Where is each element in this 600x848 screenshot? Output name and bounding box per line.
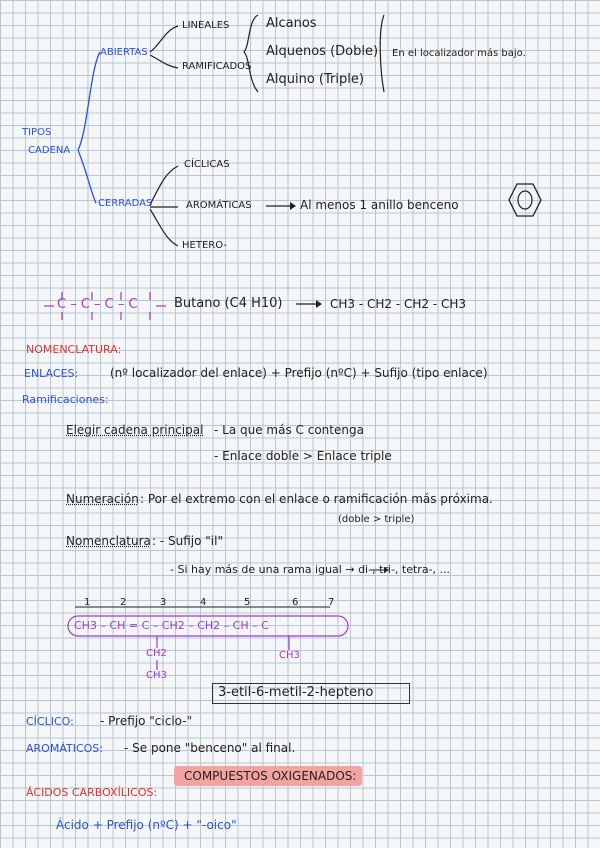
localizador-bracket xyxy=(380,15,384,92)
example-number-1: 1 xyxy=(84,597,91,608)
aromaticos-label: AROMÁTICOS: xyxy=(26,742,103,755)
example-branch-3: CH3 xyxy=(279,650,300,661)
cerradas-brace xyxy=(150,166,178,246)
ramificados-label: RAMIFICADOS xyxy=(182,61,252,72)
numeracion-text: : Por el extremo con el enlace o ramificación más próxima. xyxy=(140,492,493,506)
abiertas-brace xyxy=(150,26,178,68)
alquenos-label: Alquenos (Doble) xyxy=(266,44,379,59)
example-branch-2: CH3 xyxy=(146,670,167,681)
hydrocarbon-brace xyxy=(244,15,258,92)
cerradas-label: CERRADAS xyxy=(98,198,153,209)
alquino-label: Alquino (Triple) xyxy=(266,72,364,87)
nomenclatura-1: : - Sufijo "il" xyxy=(152,534,223,548)
numeracion-note: (doble > triple) xyxy=(338,514,415,525)
nomenclatura-heading: NOMENCLATURA: xyxy=(26,343,122,356)
example-number-3: 3 xyxy=(160,597,167,608)
numeracion-label: Numeración xyxy=(66,492,139,506)
nomenclatura-label: Nomenclatura xyxy=(66,534,151,548)
butano-chain: C – C – C – C xyxy=(57,297,138,312)
elegir-label: Elegir cadena principal xyxy=(66,423,204,437)
al-menos-label: Al menos 1 anillo benceno xyxy=(300,198,459,212)
ramificaciones-label: Ramificaciones: xyxy=(22,393,109,406)
example-chain: CH3 – CH = C – CH2 – CH2 – CH – C xyxy=(74,619,269,632)
enlaces-text: (nº localizador del enlace) + Prefijo (nºC) + Sufijo (tipo enlace) xyxy=(110,366,488,380)
example-number-4: 4 xyxy=(200,597,207,608)
lineales-label: LINEALES xyxy=(182,20,230,31)
butano-formula: CH3 - CH2 - CH2 - CH3 xyxy=(330,297,467,311)
example-number-7: 7 xyxy=(328,597,335,608)
enlaces-label: ENLACES: xyxy=(24,367,79,380)
benzene-icon xyxy=(509,184,541,216)
oxigenados-heading: COMPUESTOS OXIGENADOS: xyxy=(184,769,357,783)
aromaticas-label: AROMÁTICAS xyxy=(186,200,252,211)
elegir-1: - La que más C contenga xyxy=(214,423,364,437)
main-tree-brace xyxy=(78,52,100,203)
ciclicas-label: CÍCLICAS xyxy=(184,159,230,170)
acidos-label: ÁCIDOS CARBOXÍLICOS: xyxy=(26,786,158,799)
localizador-note: En el localizador más bajo. xyxy=(392,48,526,59)
hetero-label: HETERO- xyxy=(182,240,227,251)
tree-root: TIPOS xyxy=(22,127,52,138)
alcanos-label: Alcanos xyxy=(266,16,317,31)
example-number-2: 2 xyxy=(120,597,127,608)
abiertas-label: ABIERTAS xyxy=(100,47,148,58)
aromaticos-text: - Se pone "benceno" al final. xyxy=(124,741,296,755)
example-branch-1: CH2 xyxy=(146,648,167,659)
example-number-5: 5 xyxy=(244,597,251,608)
elegir-2: - Enlace doble > Enlace triple xyxy=(214,449,392,463)
example-name: 3-etil-6-metil-2-hepteno xyxy=(218,685,374,700)
butano-label: Butano (C4 H10) xyxy=(174,296,283,311)
nomenclatura-2: - Si hay más de una rama igual → di-, tri-, tetra-, ... xyxy=(170,563,451,576)
acidos-text: Ácido + Prefijo (nºC) + "-oico" xyxy=(56,818,237,832)
example-number-6: 6 xyxy=(292,597,299,608)
ciclico-text: - Prefijo "ciclo-" xyxy=(100,714,193,728)
ciclico-label: CÍCLICO: xyxy=(26,715,74,728)
tree-root-2: CADENA xyxy=(28,145,71,156)
